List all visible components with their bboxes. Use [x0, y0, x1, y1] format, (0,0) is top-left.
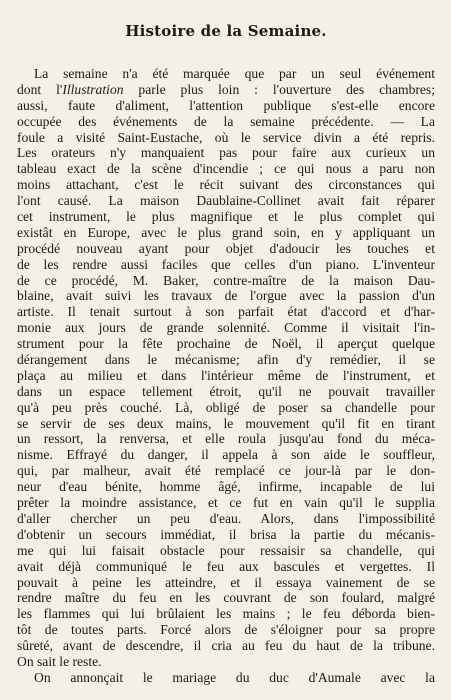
- article-line: d'obtenir un secours immédiat, il brisa la partie du mécanis-: [17, 526, 435, 542]
- article-line: tôt de toutes parts. Forcé alors de s'éloigner pour sa propre: [17, 622, 435, 638]
- article-line: strument pour la fête prochaine de Noël, il aperçut quelque: [17, 336, 435, 352]
- article-line: Les orateurs n'y manquaient pas pour faire aux curieux un: [17, 145, 435, 161]
- article-line: blaine, avait suivi les travaux de l'orgue avec la passion d'un: [17, 288, 435, 304]
- publication-name: Illustration: [62, 81, 124, 97]
- article-line: moins attachant, c'est le récit suivant des circonstances qui: [17, 177, 435, 193]
- article-line: aussi, faute d'aliment, l'attention publique s'est-elle encore: [17, 97, 435, 113]
- article-line: de les rendre aussi faciles que celles d'un piano. L'inventeur: [17, 256, 435, 272]
- article-line: On sait le reste.: [17, 653, 102, 669]
- article-line: l'ont causé. La maison Daublaine-Collinet avait fait réparer: [17, 193, 435, 209]
- article-line: nisme. Effrayé du danger, il appela à son aide le souffleur,: [17, 447, 435, 463]
- article-line: d'aller chercher un peu d'eau. Alors, dans l'impossibilité: [17, 510, 435, 526]
- article-line: les flammes qui lui brûlaient les mains ; le feu déborda bien-: [17, 606, 435, 622]
- article-line: plaça au milieu et dans l'intérieur même de l'instrument, et: [17, 367, 435, 383]
- article-line: cet instrument, le plus magnifique et le plus complet qui: [17, 209, 435, 225]
- article-line: La semaine n'a été marquée que par un seul événement: [34, 66, 435, 81]
- article-line: dont l'Illustration parle plus loin : l'ouverture des chambres;: [17, 81, 436, 97]
- article-line: dérangement dans le mécanisme; afin d'y remédier, il se: [17, 352, 435, 368]
- article-line: existât en Europe, avec le plus grand soin, en y appliquant un: [17, 224, 435, 240]
- article-line: foule a visité Saint-Eustache, où le service divin a été repris.: [17, 129, 435, 145]
- article-line: qui, par malheur, avait été remplacé ce jour-là par le don-: [17, 463, 435, 479]
- article-line: se servir de ses deux mains, le mouvement qu'il fit en tirant: [17, 415, 435, 431]
- article-line: neur d'eau bénite, homme âgé, infirme, incapable de lui: [17, 479, 435, 495]
- article-line: pouvait à peine les atteindre, et il essaya vainement de se: [17, 574, 435, 590]
- article-body: [17, 66, 436, 685]
- article-line: occupée des événements de la semaine précédente. — La: [17, 113, 435, 129]
- article-line: dans un espace tellement étroit, qu'il ne pouvait travailler: [17, 383, 435, 399]
- article-line: tableau exact de la scène d'incendie ; ce qui nous a paru non: [17, 161, 435, 177]
- article-line: me qui lui faisait obstacle pour ressaisir sa chandelle, qui: [17, 542, 435, 558]
- article-line: de ce procédé, M. Baker, contre-maître de la maison Dau-: [17, 272, 435, 288]
- article-line: avait déjà communiqué le feu aux bascules et vergettes. Il: [17, 558, 435, 574]
- article-line: rendre maître du feu en les couvrant de son foulard, malgré: [17, 590, 435, 606]
- article-line: prêter la moindre assistance, et ce fut en vain qu'il le supplia: [17, 495, 435, 511]
- article-line: un ressort, la renversa, et elle roula jusqu'au fond du méca-: [17, 431, 435, 447]
- article-line-partial: On annonçait le mariage du duc d'Aumale avec la: [34, 669, 435, 685]
- article-line: procédé nouveau ayant pour objet d'adoucir les touches et: [17, 240, 435, 256]
- article-line: monie aux jours de grande solennité. Comme il visitait l'in-: [17, 320, 435, 336]
- article-line: sûreté, avant de descendre, il cria au feu du haut de la tribune.: [17, 638, 435, 654]
- article-title-text: Histoire de la Semaine.: [125, 22, 327, 40]
- article-line: qu'à peu près couché. Là, obligé de poser sa chandelle pour: [17, 399, 435, 415]
- article-line: artiste. Il tenait surtout à son parfait état d'accord et d'har-: [17, 304, 435, 320]
- article-title: [17, 22, 435, 40]
